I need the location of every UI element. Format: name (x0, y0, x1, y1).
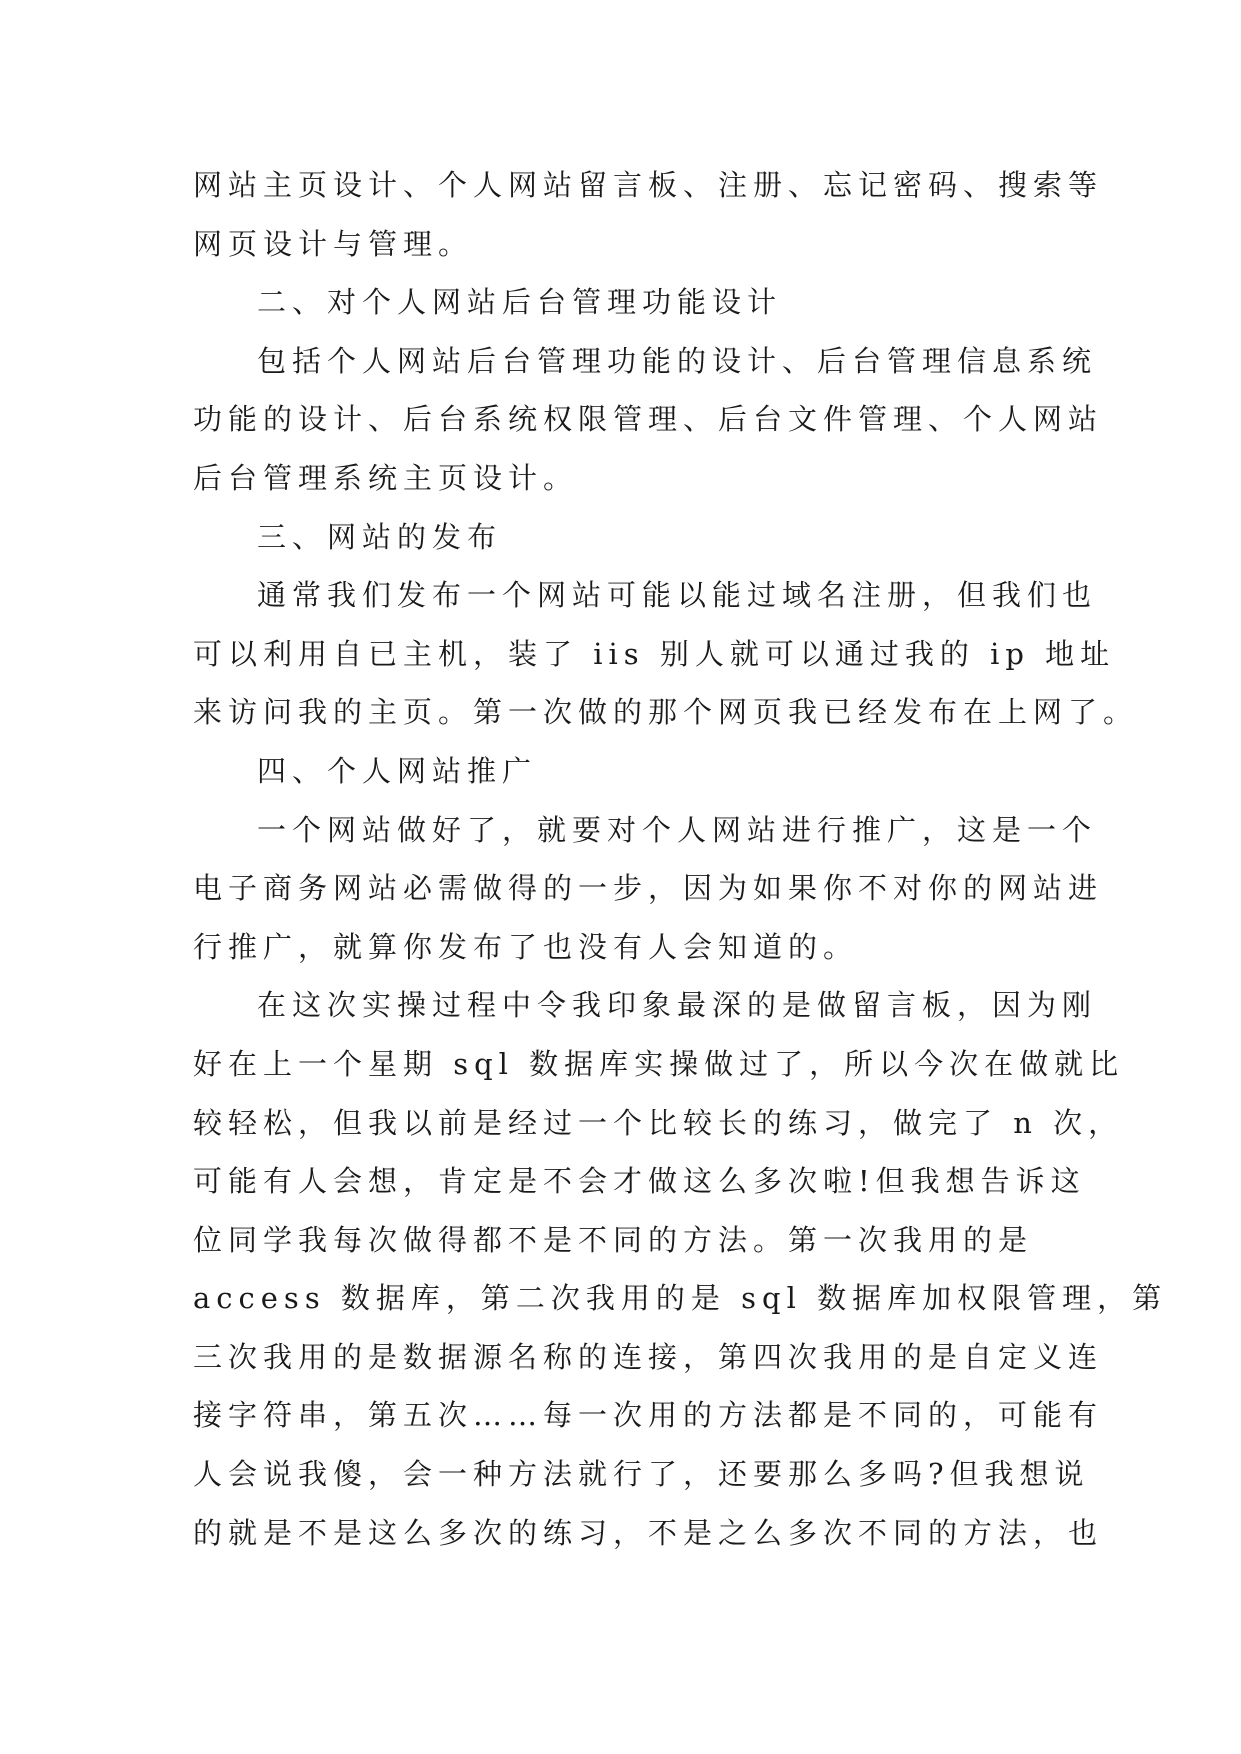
section-heading: 二、对个人网站后台管理功能设计 (257, 285, 783, 320)
text-line: 后台管理系统主页设计。 (193, 460, 579, 495)
text-line: 人会说我傻，会一种方法就行了，还要那么多吗?但我想说 (193, 1457, 1090, 1492)
section-heading: 三、网站的发布 (257, 519, 503, 554)
text-line: access 数据库，第二次我用的是 sql 数据库加权限管理，第 (193, 1281, 1168, 1316)
document-body (193, 156, 1168, 1562)
text-line: 的就是不是这么多次的练习，不是之么多次不同的方法，也 (193, 1515, 1104, 1550)
text-line: 接字符串，第五次……每一次用的方法都是不同的，可能有 (193, 1398, 1104, 1433)
text-line: 位同学我每次做得都不是不同的方法。第一次我用的是 (193, 1222, 1034, 1257)
text-line: 网页设计与管理。 (193, 226, 474, 261)
text-line: 来访问我的主页。第一次做的那个网页我已经发布在上网了。 (193, 695, 1139, 730)
text-line: 可以利用自已主机，装了 iis 别人就可以通过我的 ip 地址 (193, 636, 1116, 671)
text-line: 在这次实操过程中令我印象最深的是做留言板，因为刚 (257, 988, 1098, 1023)
text-line: 可能有人会想，肯定是不会才做这么多次啦!但我想告诉这 (193, 1164, 1086, 1199)
text-line: 通常我们发布一个网站可能以能过域名注册，但我们也 (257, 578, 1098, 613)
text-line: 包括个人网站后台管理功能的设计、后台管理信息系统 (257, 343, 1098, 378)
section-heading: 四、个人网站推广 (257, 753, 538, 788)
text-line: 三次我用的是数据源名称的连接，第四次我用的是自定义连 (193, 1339, 1104, 1374)
text-line: 功能的设计、后台系统权限管理、后台文件管理、个人网站 (193, 402, 1104, 437)
text-line: 一个网站做好了，就要对个人网站进行推广，这是一个 (257, 812, 1098, 847)
text-line: 较轻松，但我以前是经过一个比较长的练习，做完了 n 次， (193, 1105, 1124, 1140)
text-line: 电子商务网站必需做得的一步，因为如果你不对你的网站进 (193, 871, 1104, 906)
text-line: 行推广，就算你发布了也没有人会知道的。 (193, 929, 859, 964)
text-line: 网站主页设计、个人网站留言板、注册、忘记密码、搜索等 (193, 168, 1104, 202)
text-line: 好在上一个星期 sql 数据库实操做过了，所以今次在做就比 (193, 1046, 1125, 1081)
